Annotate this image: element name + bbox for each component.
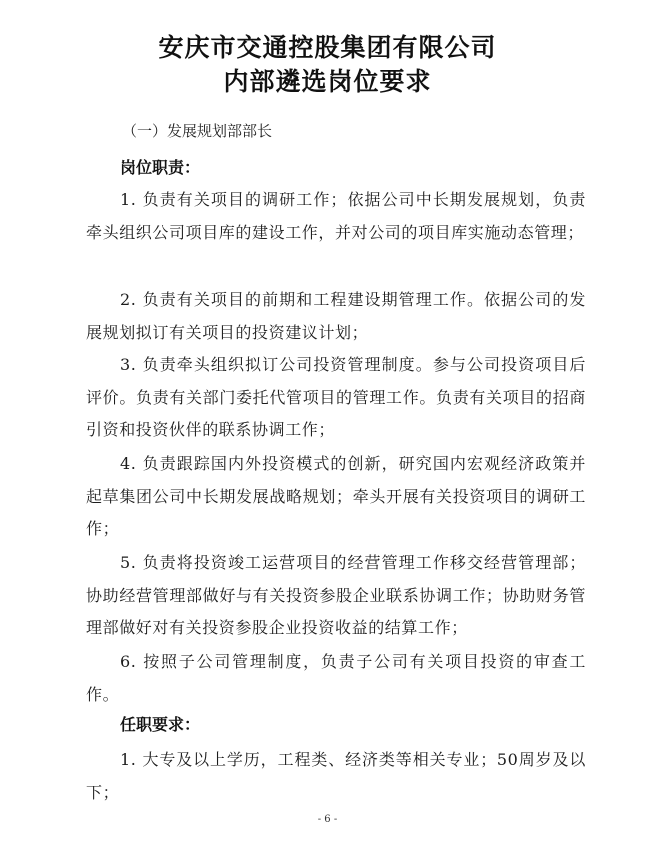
duties-heading: 岗位职责： xyxy=(120,158,201,177)
duty-item-1: 1. 负责有关项目的调研工作；依据公司中长期发展规划，负责牵头组织公司项目库的建设工作，并对公司的项目库实施动态管理； xyxy=(86,190,586,242)
document-title-line1: 安庆市交通控股集团有限公司 xyxy=(158,33,497,62)
section-label: （一）发展规划部部长 xyxy=(122,122,273,140)
duty-item-2: 2. 负责有关项目的前期和工程建设期管理工作。依据公司的发展规划拟订有关项目的投资建议计划； xyxy=(86,290,586,342)
requirements-heading: 任职要求： xyxy=(120,715,201,734)
page-number: - 6 - xyxy=(317,814,338,825)
duty-item-4: 4. 负责跟踪国内外投资模式的创新，研究国内宏观经济政策并起草集团公司中长期发展战略规划；牵头开展有关投资项目的调研工作； xyxy=(86,454,586,538)
duty-item-3: 3. 负责牵头组织拟订公司投资管理制度。参与公司投资项目后评价。负责有关部门委托代管项目的管理工作。负责有关项目的招商引资和投资伙伴的联系协调工作； xyxy=(86,355,586,439)
duty-item-5: 5. 负责将投资竣工运营项目的经营管理工作移交经营管理部；协助经营管理部做好与有关投资参股企业联系协调工作；协助财务管理部做好对有关投资参股企业投资收益的结算工作； xyxy=(86,553,586,637)
requirement-item-1: 1. 大专及以上学历，工程类、经济类等相关专业；50周岁及以下； xyxy=(86,750,586,802)
duty-item-6: 6. 按照子公司管理制度，负责子公司有关项目投资的审查工作。 xyxy=(86,652,586,704)
document-title-line2: 内部遴选岗位要求 xyxy=(223,67,432,96)
